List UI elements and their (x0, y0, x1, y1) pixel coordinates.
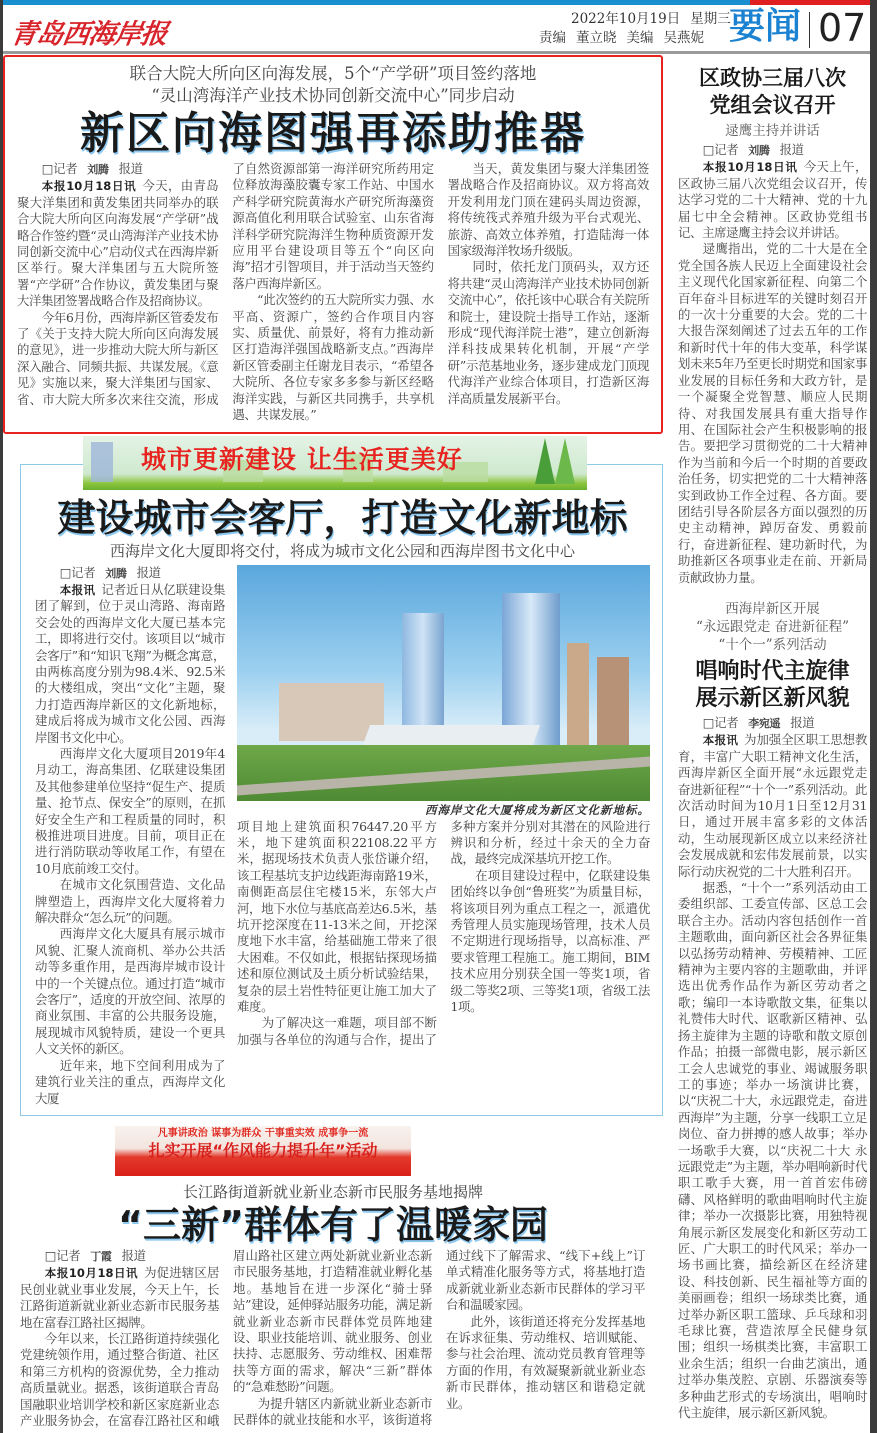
top-story-headline: 新区向海图强再添助推器 (80, 108, 586, 159)
culture-building-photo (237, 565, 650, 801)
weekday: 星期三 (690, 11, 731, 27)
paragraph: 近年来，地下空间利用成为了建筑行业关注的重点，西海岸文化大厦 (35, 1057, 225, 1106)
section-title: 要闻 (729, 6, 802, 47)
lead-paragraph: 本报10月18日讯 今天，由青岛聚大洋集团和黄发集团共同举办的联合大院大所向区向海发展“产学研”战略合作签约暨“灵山湾海洋产业技术协同创新交流中心”启动仪式在西海岸新区举行。聚大洋集团与五大院所签署“产学研”合作协议，黄发集团与聚大洋集团签署战略合作及招商协议。 (17, 178, 219, 309)
paragraph: 在城市文化氛围营造、文化品牌塑造上，西海岸文化大厦将着力解决群众“怎么玩”的问题。 (35, 877, 225, 926)
mid-story-box (20, 464, 663, 1116)
editors (539, 30, 714, 47)
right-story-1 (678, 54, 867, 586)
mid-story-right-area (237, 565, 650, 1049)
masthead-logo: 青岛西海岸报 (8, 19, 169, 50)
paragraph: 逯鹰指出，党的二十大是在全党全国各族人民迈上全面建设社会主义现代化国家新征程、向第二个百年奋斗目标进军的关键时刻召开的一次十分重要的大会。党的二十大报告深刻阐述了过去五年的工作和新时代十年的伟大变革，科学谋划未来5年乃至更长时期党和国家事业发展的目标任务和大政方针，是一个凝聚全党智慧、顺应人民期待、对我国发展具有重大指导作用、在国际社会产生积极影响的报告。要把学习贯彻党的二十大精神作为当前和今后一个时期的首要政治任务，切实把党的二十大精神落实到政协工作全过程、各方面。要团结引导各阶层各方面以强烈的历史主动精神，踔厉奋发、勇毅前行，奋进新征程、建功新时代，为助推新区各项事业走在前、开新局贡献政协力量。 (678, 241, 867, 585)
mid-story-subtitle: 西海岸文化大厦即将交付，将成为城市文化公园和西海岸图书文化中心 (109, 541, 575, 560)
mid-story-headline: 建设城市会客厅，打造文化新地标 (57, 495, 628, 540)
banner-text: 扎实开展“作风能力提升年”活动 (148, 1140, 378, 1160)
paragraph: 为了解决这一难题，项目部不断加强与各单位的沟通与合作，提出了多种方案并分别对其潜在的风险进行辨识和分析，经过十余天的全力奋战，最终完成深基坑开挖工作。 (237, 818, 650, 1047)
editor-name: 董立晓 (576, 30, 617, 46)
top-story-kicker-2: “灵山湾海洋产业技术协同创新交流中心”同步启动 (151, 86, 515, 105)
paragraph: 西海岸文化大厦项目2019年4月动工，海高集团、亿联建设集团及其他参建单位坚持“促生产、提质量、抢节点、保安全”的原则，在抓好安全生产和工程质量的同时，积极推进项目进度。目前，项目正在进行消防联动等收尾工作，有望在10月底前竣工交付。 (35, 745, 225, 876)
right-story-2-body (678, 715, 867, 1421)
right-story-1-subtitle: 逯鹰主持并讲话 (725, 123, 820, 139)
paragraph: 今年以来，长江路街道持续强化党建统领作用，通过整合街道、社区和第三方机构的资源优势，全力推动高质量就业。据悉，该街道联合青岛国融职业培训学校和新区家庭新业态产业服务协会，在富春江路社区和峨眉山路社区建立两处新就业新业态新市民服务基地，打造精准就业孵化基地。基地旨在进一步深化“骑士驿站”建设，延伸驿站服务功能，满足新就业新业态新市民群体党员阵地建设、职业技能培训、就业服务、创业扶持、志愿服务、劳动维权、困难帮扶等方面的需求，解决“三新”群体的“急难愁盼”问题。 (20, 1247, 432, 1428)
banner-text: 城市更新建设 让生活更美好 (141, 444, 463, 474)
bottom-story-body (20, 1248, 645, 1429)
byline: □记者 刘腾 报道 (702, 142, 804, 157)
photo-caption: 西海岸文化大厦将成为新区文化新地标。 (425, 802, 650, 817)
bottom-story-headline: “三新”群体有了温暖家园 (118, 1202, 548, 1247)
newspaper-page (3, 0, 870, 1433)
paragraph-continued: 项目地上建筑面积76447.20平方米，地下建筑面积22108.22平方米，据现场技术负责人张岱谦介绍，该工程基坑支护边线距海南路19米，南侧距高层住宅楼15米，东邻大卢河，地下水位与基底高差达6.5米，基坑开挖深度在11-13米之间，开挖深度地下水丰富，给基础施工带来了很大困难。不仅如此，根据钻探现场描述和原位测试及土质分析试验结果，复杂的层土岩性特征更让施工加大了难度。 (237, 818, 437, 1014)
paragraph: 在项目建设过程中，亿联建设集团始终以争创“鲁班奖”为质量目标，将该项目列为重点工程之一，派遣优秀管理人员实施现场管理，技术人员不定期进行现场指导，以高标准、严要求管理工程施工。施工期间，BIM技术应用分别获全国一等奖1项，省级二等奖2项、三等奖1项，省级工法1项。 (450, 867, 650, 1014)
divider (809, 12, 810, 48)
headline-line: 展示新区新风貌 (695, 684, 850, 711)
paragraph: 西海岸文化大厦具有展示城市风貌、汇聚人流商机、举办公共活动等多重作用，是西海岸城市设计中的一个关键点位。通过打造“城市会客厅”，适度的开放空间、浓厚的商业氛围、丰富的公共服务设施，展现城市风貌特质，建设一个更具人文关怀的新区。 (35, 926, 225, 1057)
designer-label: 美编 (626, 30, 654, 46)
paragraph: “此次签约的五大院所实力强、水平高、资源广，签约合作项目内容实、质量优、前景好，将有力推动新区打造海洋强国战略新支点。”西海岸新区管委副主任谢龙目表示，“希望各大院所、各位专家多多参与新区经略海洋实践，与新区共同携手，共享机遇、共谋发展。” (232, 292, 434, 423)
right-story-1-body (678, 142, 867, 586)
lead-paragraph: 本报10月18日讯 为促进辖区居民创业就业事业发展，今天上午，长江路街道新就业新业态新市民服务基地在富春江路社区揭牌。 (20, 1265, 219, 1330)
right-column (678, 54, 867, 1421)
paragraph: 此外，该街道还将充分发挥基地在诉求征集、劳动维权、培训赋能、参与社会治理、流动党员教育管理等方面的作用，有效凝聚新就业新业态新市民群体，推动辖区和谐稳定就业。 (446, 1313, 645, 1411)
date: 2022年10月19日 (571, 11, 681, 27)
top-story-body (17, 161, 649, 424)
byline: □记者 丁霞 报道 (44, 1247, 146, 1263)
issue-date (571, 11, 741, 28)
page-number: 07 (818, 6, 867, 50)
top-story-kicker-1: 联合大院大所向区向海发展，5个“产学研”项目签约落地 (129, 64, 537, 83)
paragraph: 据悉，“十个一”系列活动由工委组织部、工委宣传部、区总工会联合主办。活动内容包括创作一首主题歌曲，面向新区社会各界征集以弘扬劳动精神、劳模精神、工匠精神为主要内容的主题歌曲，并评选出优秀作品作为新区劳动者之歌；编印一本诗歌散文集，征集以礼赞伟大时代、讴歌新区精神、弘扬主旋律为主题的诗歌和散文原创作品；拍摄一部微电影，展示新区工会人忠诚党的事业、竭诚服务职工的事迹；举办一场演讲比赛，以“庆祝二十大，永远跟党走，奋进西海岸”为主题，分享一线职工立足岗位、奋力拼搏的感人故事；举办一场歌手大赛，以“庆祝二十大 永远跟党走”为主题，举办唱响新时代职工歌手大赛，用一首首宏伟磅礴、风格鲜明的歌曲唱响时代主旋律；举办一次摄影比赛，用独特视角展示新区发展变化和新区劳动工匠、广大职工的时代风采；举办一场书画比赛，描绘新区在经济建设、科技创新、民生福祉等方面的美丽画卷；组织一场球类比赛，通过举办新区职工篮球、乒乓球和羽毛球比赛，营造浓厚全民健身氛围；组织一场棋类比赛，丰富职工业余生活；组织一台曲艺演出，通过举办集茂腔、京剧、乐器演奏等多种曲艺形式的专场演出，唱响时代主旋律，展示新区新风貌。 (678, 880, 867, 1421)
mid-story-left-column (35, 565, 225, 1107)
designer-name: 吴燕妮 (663, 30, 704, 46)
right-story-2 (678, 600, 867, 1421)
work-style-banner (115, 1126, 411, 1176)
kicker: 西海岸新区开展 (725, 600, 820, 617)
lead-paragraph: 本报讯 为加强全区职工思想教育，丰富广大职工精神文化生活，西海岸新区全面开展“永远跟党走 奋进新征程”“十个一”系列活动。此次活动时间为10月1日至12月31日，通过开展丰富多彩的文体活动，生动展现新区成立以来经济社会发展成就和宏伟发展前景，以实际行动庆祝党的二十大胜利召开。 (678, 732, 868, 879)
paragraph: 当天，黄发集团与聚大洋集团签署战略合作及招商协议。双方将高效开发利用龙门顶在建码头周边资源，将传统筏式养殖升级为平台式观光、旅游、高效立体养殖，打造陆海一体国家级海洋牧场升级版。 (447, 161, 649, 259)
right-story-1-headline: 区政协三届八次党组会议召开 (699, 65, 846, 117)
masthead (3, 5, 870, 51)
byline: □记者 刘腾 报道 (59, 564, 161, 580)
kicker: “十个一”系列活动 (718, 636, 827, 653)
banner-slogan: 凡事讲政治 谋事为群众 干事重实效 成事争一流 (157, 1127, 369, 1139)
city-renewal-banner (83, 436, 587, 490)
lead-paragraph: 本报10月18日讯 今天上午，区政协三届八次党组会议召开，传达学习党的二十大精神、党的十九届七中全会精神。区政协党组书记、主席逯鹰主持会议并讲话。 (678, 159, 867, 241)
editor-label: 责编 (539, 30, 566, 46)
byline: □记者 李宛遥 报道 (702, 714, 815, 730)
paragraph: 为提升辖区内新就业新业态新市民群体的就业技能和水平，该街道将通过线下了解需求、“线下+线上”订单式精准化服务等方式，将基地打造成新就业新业态新市民群体的学习平台和温暖家园。 (233, 1247, 645, 1427)
paragraph: 今年6月份，西海岸新区管委发布了《关于支持大院大所向区向海发展的意见》，进一步推动大院大所与新区深入融合、同频共振、共谋发展。《意见》实施以来，聚大洋集团与国家、省、市大院大所多次来往交流，形成了自然资源部第一海洋研究所药用定位释放海藻胶囊专家工作站、中国水产科学研究院黄海水产研究所海藻资源高值化利用联合试验室、山东省海洋科学研究院海洋生物种质资源开发应用平台建设项目等五个“向区向海”招才引智项目，并于活动当天签约落户西海岸新区。 (17, 161, 434, 407)
top-story-box (3, 55, 663, 434)
paragraph: 同时，依托龙门顶码头，双方还将共建“灵山湾海洋产业技术协同创新交流中心”，依托该中心联合有关院所和院士，建设院士指导工作站，逐渐形成“现代海洋院士港”，建立创新海洋科技成果转化机制，开展“产学研”示范基地业务，逐步建成龙门顶现代海洋产业综合体项目，打造新区海洋高质量发展新平台。 (447, 259, 649, 406)
kicker: “永远跟党走 奋进新征程” (695, 618, 850, 635)
mid-story-right-columns (237, 819, 650, 1049)
byline: □记者 刘腾 报道 (41, 161, 143, 176)
bottom-story-subtitle: 长江路街道新就业新业态新市民服务基地揭牌 (182, 1182, 483, 1201)
main-column (3, 54, 663, 1429)
page-body (3, 54, 870, 1429)
lead-paragraph: 本报讯 记者近日从亿联建设集团了解到，位于灵山湾路、海南路交会处的西海岸文化大厦已基本完工，即将进行交付。该项目以“城市会客厅”和“知识飞翔”为概念寓意，由两栋高度分别为98.4米、92.5米的大楼组成，突出“文化”主题，聚力打造西海岸新区的文化新地标，建成后将成为城市文化公园、西海岸图书文化中心。 (35, 581, 226, 745)
headline-line: 唱响时代主旋律 (695, 657, 850, 684)
mid-story-body (35, 565, 650, 1107)
